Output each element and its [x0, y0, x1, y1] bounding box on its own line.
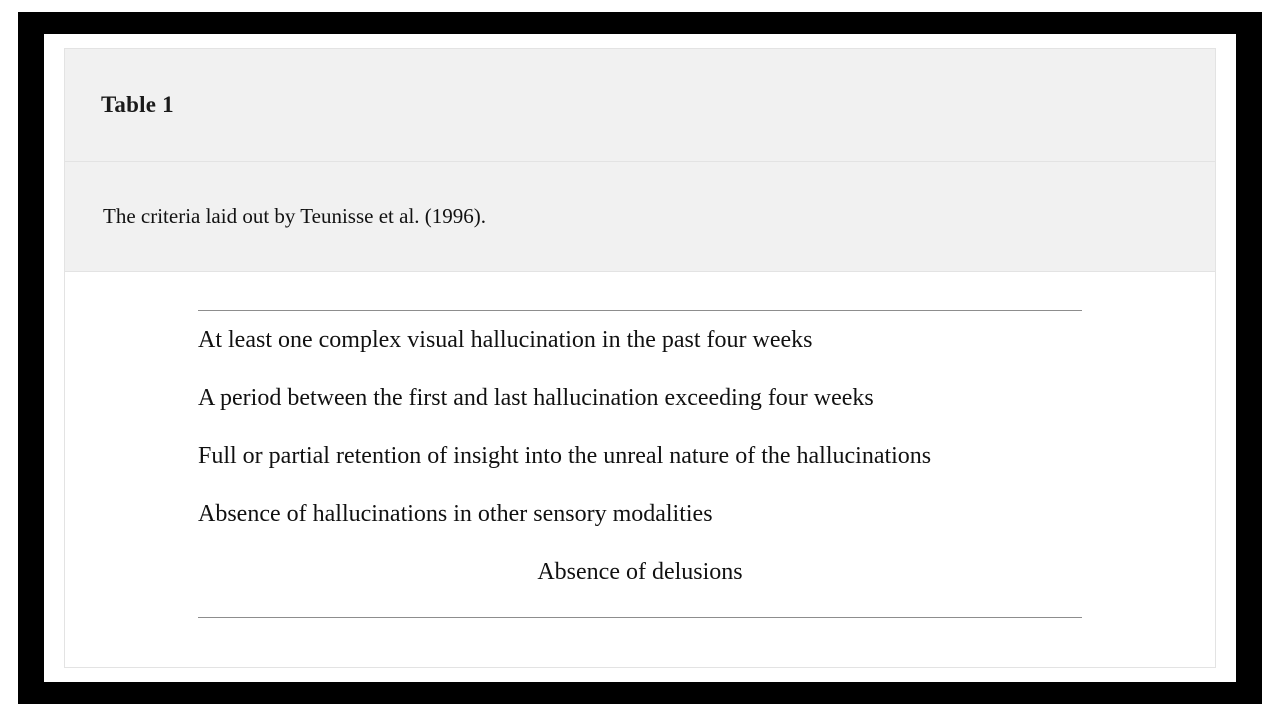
list-item: A period between the first and last hallucination exceeding four weeks: [198, 385, 874, 411]
criteria-list: [198, 311, 1082, 601]
list-item: Absence of delusions: [537, 559, 743, 585]
document-page: [44, 34, 1236, 682]
table-number-label: Table 1: [101, 92, 174, 117]
list-item: At least one complex visual hallucination in the past four weeks: [198, 327, 813, 353]
table-body: [65, 272, 1215, 666]
table-card: [64, 48, 1216, 668]
list-item: Absence of hallucinations in other sensory modalities: [198, 501, 713, 527]
table-bottom-rule: [198, 617, 1082, 618]
list-item: Full or partial retention of insight into the unreal nature of the hallucinations: [198, 443, 932, 469]
table-header: [65, 49, 1215, 162]
rule-spacer: [198, 601, 1082, 617]
table-rules-wrapper: [198, 272, 1082, 618]
table-caption-text: The criteria laid out by Teunisse et al. (1996).: [103, 204, 487, 228]
black-frame-border: [18, 12, 1262, 704]
table-caption-row: [65, 162, 1215, 272]
